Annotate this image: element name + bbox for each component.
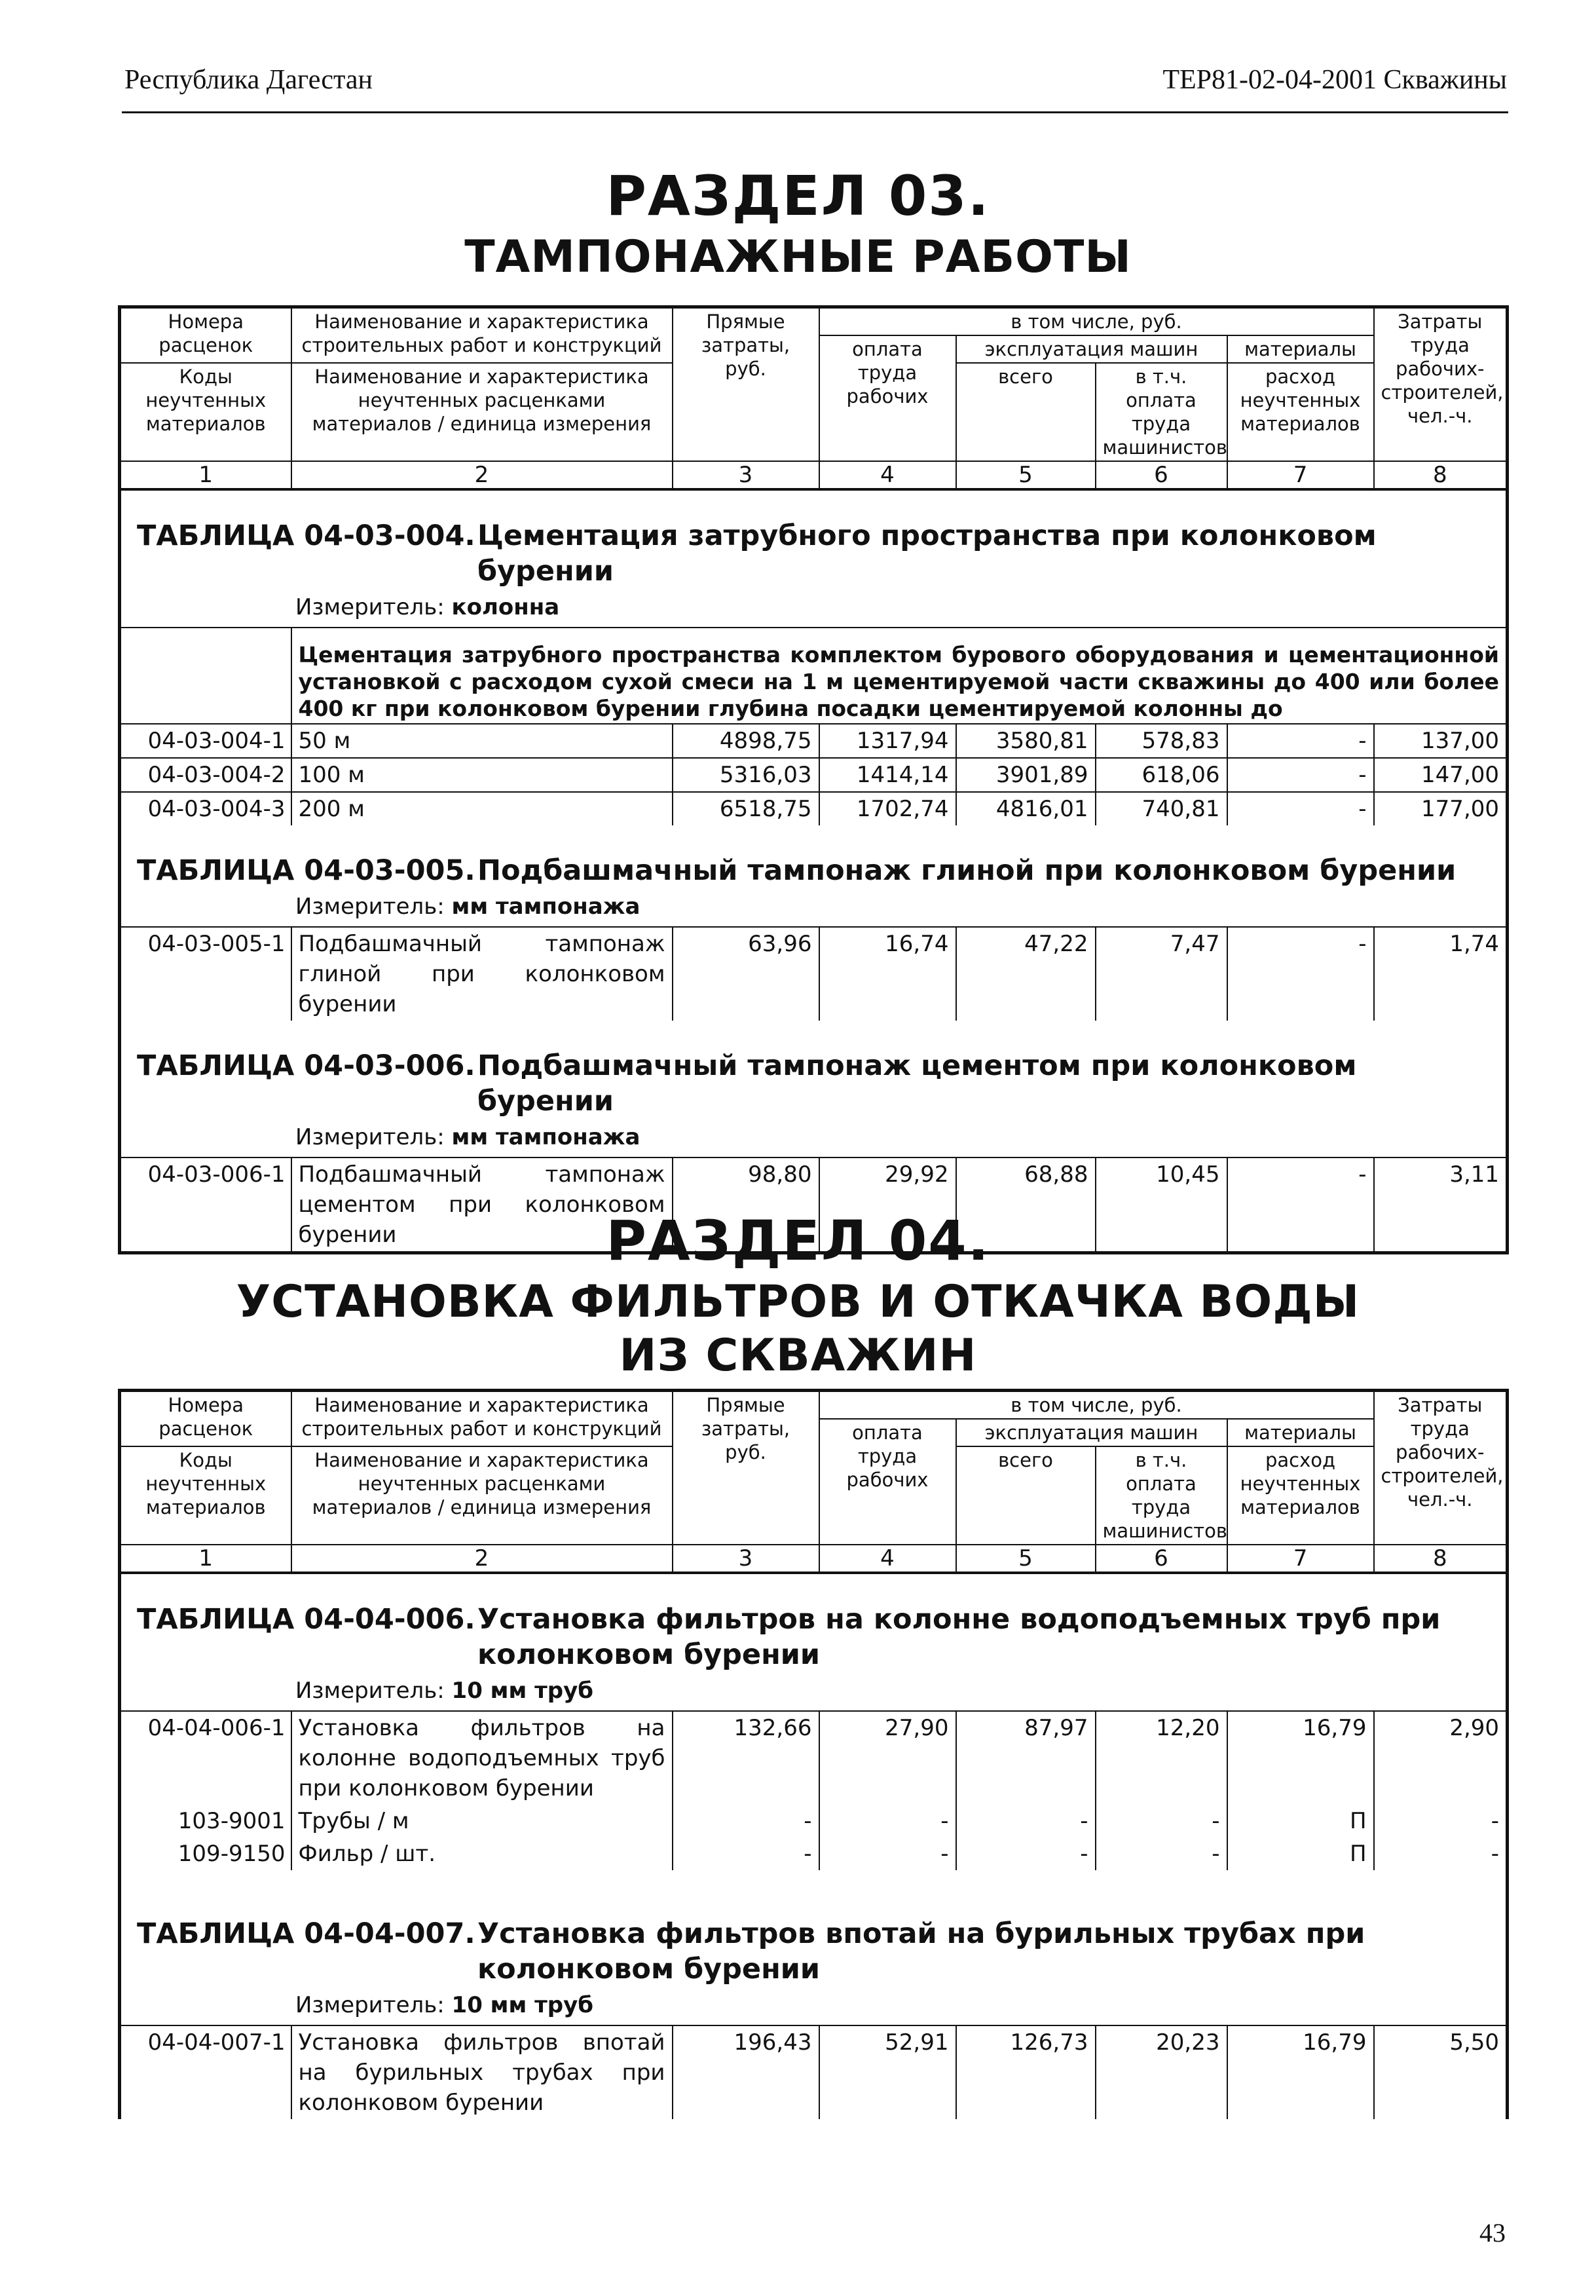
- header-col8: Затраты труда рабочих-строителей, чел.-ч.: [1374, 307, 1508, 462]
- header-materials: материалы: [1227, 335, 1374, 363]
- header-col6: в т.ч. оплата труда машинистов: [1096, 363, 1227, 461]
- col-num: 8: [1374, 461, 1508, 489]
- labor-hours: 147,00: [1374, 758, 1508, 792]
- col-num: 7: [1227, 1545, 1374, 1573]
- header-rule: [122, 111, 1508, 113]
- labor-pay: 27,90: [819, 1711, 956, 1805]
- rate-name: 200 м: [291, 792, 673, 825]
- table-meter: [120, 1988, 1508, 2025]
- labor-hours: -: [1491, 1808, 1500, 1834]
- labor-pay: 1317,94: [819, 724, 956, 758]
- table-number: ТАБЛИЦА 04-04-007.: [137, 1917, 475, 1950]
- page-number: 43: [1479, 2218, 1506, 2248]
- machinists-pay: -: [1096, 1805, 1227, 1837]
- col-num: 6: [1096, 461, 1227, 489]
- header-col2-top: Наименование и характеристика строительных работ и конструкций: [291, 1391, 673, 1447]
- labor-pay: -: [819, 1837, 956, 1870]
- table-04-04-007: [120, 1889, 1508, 2119]
- direct-cost: 196,43: [673, 2025, 819, 2119]
- header-col7: расход неучтенных материалов: [1227, 363, 1374, 461]
- running-header-code: ТЕР81-02-04-2001 Скважины: [1162, 65, 1507, 95]
- material-code: 109-9150: [120, 1837, 291, 1870]
- rate-name: Подбашмачный тампонаж цементом при колонковом бурении: [291, 1157, 673, 1253]
- table-caption: [120, 1889, 1508, 1988]
- header-col8: Затраты труда рабочих-строителей, чел.-ч.: [1374, 1391, 1508, 1545]
- labor-hours: 1,74: [1374, 927, 1508, 1021]
- col-num: 8: [1374, 1545, 1508, 1573]
- table-caption: [120, 1021, 1508, 1120]
- direct-cost: 132,66: [673, 1711, 819, 1805]
- header-col5: всего: [956, 363, 1096, 461]
- materials: -: [1227, 927, 1374, 1021]
- table-meter: [120, 1120, 1508, 1157]
- materials: П: [1227, 1837, 1374, 1870]
- table-title: Установка фильтров впотай на бурильных трубах при колонковом бурении: [477, 1917, 1365, 1985]
- header-machines: эксплуатация машин: [956, 1419, 1227, 1446]
- meter-value: 10 мм труб: [451, 1992, 594, 2018]
- meter-value: мм тампонажа: [451, 1124, 640, 1150]
- materials: -: [1227, 758, 1374, 792]
- rate-code: 04-03-005-1: [120, 927, 291, 1021]
- materials: -: [1227, 792, 1374, 825]
- table-title: Подбашмачный тампонаж глиной при колонковом бурении: [477, 854, 1457, 887]
- direct-cost: 6518,75: [673, 792, 819, 825]
- header-col1-top: Номера расценок: [120, 1391, 291, 1447]
- header-col4: оплата труда рабочих: [819, 335, 956, 461]
- labor-hours: 137,00: [1374, 724, 1508, 758]
- section-03-title: [0, 164, 1596, 284]
- section-04-number: РАЗДЕЛ 04.: [606, 1209, 990, 1273]
- rate-name: Установка фильтров на колонне водоподъемных труб при колонковом бурении: [291, 1711, 673, 1805]
- labor-hours: 177,00: [1374, 792, 1508, 825]
- labor-pay: 29,92: [819, 1157, 956, 1253]
- col-num: 6: [1096, 1545, 1227, 1573]
- col-num: 4: [819, 1545, 956, 1573]
- machinists-pay: 578,83: [1096, 724, 1227, 758]
- col-num: 1: [120, 461, 291, 489]
- direct-cost: 4898,75: [673, 724, 819, 758]
- table-number: ТАБЛИЦА 04-03-005.: [137, 854, 475, 887]
- col-num: 2: [291, 461, 673, 489]
- machinists-pay: -: [1096, 1837, 1227, 1870]
- rate-code: 04-03-004-3: [120, 792, 291, 825]
- table-header: [120, 1391, 1508, 1573]
- meter-label: Измеритель:: [295, 894, 445, 920]
- meter-value: 10 мм труб: [451, 1678, 594, 1704]
- meter-value: мм тампонажа: [451, 894, 640, 920]
- table-title: Подбашмачный тампонаж цементом при колонковом бурении: [477, 1049, 1357, 1118]
- machinists-pay: 740,81: [1096, 792, 1227, 825]
- meter-label: Измеритель:: [295, 594, 445, 620]
- materials: -: [1227, 724, 1374, 758]
- rates-table-section-03: [118, 305, 1509, 1254]
- rate-name: 50 м: [291, 724, 673, 758]
- meter-value: колонна: [451, 594, 560, 620]
- header-col2-top: Наименование и характеристика строительных работ и конструкций: [291, 307, 673, 364]
- section-04-name-line1: УСТАНОВКА ФИЛЬТРОВ И ОТКАЧКА ВОДЫ: [236, 1276, 1360, 1328]
- rate-code: 04-03-004-1: [120, 724, 291, 758]
- table-04-04-006: [120, 1573, 1508, 1889]
- desc-spacer: [120, 628, 291, 724]
- machinists-pay: 618,06: [1096, 758, 1227, 792]
- col-num: 5: [956, 461, 1096, 489]
- col-num: 7: [1227, 461, 1374, 489]
- table-number: ТАБЛИЦА 04-03-004.: [137, 519, 475, 552]
- machines-total: 126,73: [956, 2025, 1096, 2119]
- machinists-pay: 7,47: [1096, 927, 1227, 1021]
- labor-pay: -: [819, 1805, 956, 1837]
- materials: 16,79: [1227, 1711, 1374, 1805]
- direct-cost: -: [673, 1837, 819, 1870]
- material-code: 103-9001: [120, 1805, 291, 1837]
- header-col1-top: Номера расценок: [120, 307, 291, 364]
- header-machines: эксплуатация машин: [956, 335, 1227, 363]
- labor-pay: 1414,14: [819, 758, 956, 792]
- rate-name: 100 м: [291, 758, 673, 792]
- header-materials: материалы: [1227, 1419, 1374, 1446]
- machines-total: 47,22: [956, 927, 1096, 1021]
- table-meter: [120, 590, 1508, 628]
- rate-code: 04-03-006-1: [120, 1157, 291, 1253]
- table-number: ТАБЛИЦА 04-03-006.: [137, 1049, 475, 1082]
- col-num: 4: [819, 461, 956, 489]
- meter-label: Измеритель:: [295, 1124, 445, 1150]
- meter-label: Измеритель:: [295, 1678, 445, 1704]
- direct-cost: 98,80: [673, 1157, 819, 1253]
- rate-name: Установка фильтров впотай на бурильных трубах при колонковом бурении: [291, 2025, 673, 2119]
- table-number: ТАБЛИЦА 04-04-006.: [137, 1603, 475, 1636]
- rate-code: 04-03-004-2: [120, 758, 291, 792]
- machines-total: 87,97: [956, 1711, 1096, 1805]
- machinists-pay: 12,20: [1096, 1711, 1227, 1805]
- header-col6: в т.ч. оплата труда машинистов: [1096, 1446, 1227, 1545]
- rate-code: 04-04-007-1: [120, 2025, 291, 2119]
- header-col5: всего: [956, 1446, 1096, 1545]
- col-num: 2: [291, 1545, 673, 1573]
- col-num: 3: [673, 461, 819, 489]
- header-col2-bottom: Наименование и характеристика неучтенных расценками материалов / единица измерения: [291, 1446, 673, 1545]
- rate-name: Подбашмачный тампонаж глиной при колонковом бурении: [291, 927, 673, 1021]
- direct-cost: 5316,03: [673, 758, 819, 792]
- table-04-03-005: [120, 825, 1508, 1021]
- machinists-pay: 10,45: [1096, 1157, 1227, 1253]
- meter-label: Измеритель:: [295, 1992, 445, 2018]
- material-name: Фильр / шт.: [291, 1837, 673, 1870]
- labor-pay: 52,91: [819, 2025, 956, 2119]
- table-caption: [120, 825, 1508, 890]
- header-col4: оплата труда рабочих: [819, 1419, 956, 1545]
- labor-pay: 1702,74: [819, 792, 956, 825]
- direct-cost: -: [673, 1805, 819, 1837]
- col-num: 1: [120, 1545, 291, 1573]
- rates-table-section-04: [118, 1389, 1509, 2119]
- running-header-region: Республика Дагестан: [124, 65, 373, 95]
- machines-total: -: [956, 1837, 1096, 1870]
- rate-code: 04-04-006-1: [120, 1711, 291, 1805]
- header-col3: Прямые затраты, руб.: [673, 1391, 819, 1545]
- section-04-name-line2: ИЗ СКВАЖИН: [619, 1330, 977, 1382]
- section-03-name: ТАМПОНАЖНЫЕ РАБОТЫ: [464, 231, 1132, 283]
- table-meter: [120, 1674, 1508, 1711]
- materials: П: [1227, 1805, 1374, 1837]
- materials: 16,79: [1227, 2025, 1374, 2119]
- header-incl: в том числе, руб.: [819, 307, 1374, 336]
- header-col1-bottom: Коды неучтенных материалов: [120, 1446, 291, 1545]
- header-incl: в том числе, руб.: [819, 1391, 1374, 1420]
- col-num: 5: [956, 1545, 1096, 1573]
- table-04-03-004: [120, 489, 1508, 825]
- table-caption: [120, 489, 1508, 590]
- header-col2-bottom: Наименование и характеристика неучтенных расценками материалов / единица измерения: [291, 363, 673, 461]
- table-caption: [120, 1573, 1508, 1674]
- section-03-number: РАЗДЕЛ 03.: [606, 164, 990, 228]
- labor-hours: -: [1491, 1841, 1500, 1867]
- header-col7: расход неучтенных материалов: [1227, 1446, 1374, 1545]
- machinists-pay: 20,23: [1096, 2025, 1227, 2119]
- header-col1-bottom: Коды неучтенных материалов: [120, 363, 291, 461]
- machines-total: -: [956, 1805, 1096, 1837]
- table-title: Установка фильтров на колонне водоподъемных труб при колонковом бурении: [477, 1603, 1441, 1671]
- material-name: Трубы / м: [291, 1805, 673, 1837]
- machines-total: 3901,89: [956, 758, 1096, 792]
- labor-hours: 5,50: [1374, 2025, 1508, 2119]
- table-header: [120, 307, 1508, 490]
- labor-hours: 3,11: [1374, 1157, 1508, 1253]
- materials: -: [1227, 1157, 1374, 1253]
- machines-total: 68,88: [956, 1157, 1096, 1253]
- header-col3: Прямые затраты, руб.: [673, 307, 819, 462]
- labor-pay: 16,74: [819, 927, 956, 1021]
- table-meter: [120, 890, 1508, 927]
- col-num: 3: [673, 1545, 819, 1573]
- machines-total: 4816,01: [956, 792, 1096, 825]
- direct-cost: 63,96: [673, 927, 819, 1021]
- table-title: Цементация затрубного пространства при колонковом бурении: [477, 519, 1377, 588]
- machines-total: 3580,81: [956, 724, 1096, 758]
- spacer: [120, 1870, 1508, 1889]
- work-description: Цементация затрубного пространства комплектом бурового оборудования и цементационной установкой с расходом сухой смеси на 1 м цементируемой части скважины до 400 или более 400 кг при колонковом бурении глубина посадки цементируемой колонны до: [291, 628, 1508, 724]
- section-04-title: [0, 1209, 1596, 1383]
- labor-hours: 2,90: [1374, 1711, 1508, 1805]
